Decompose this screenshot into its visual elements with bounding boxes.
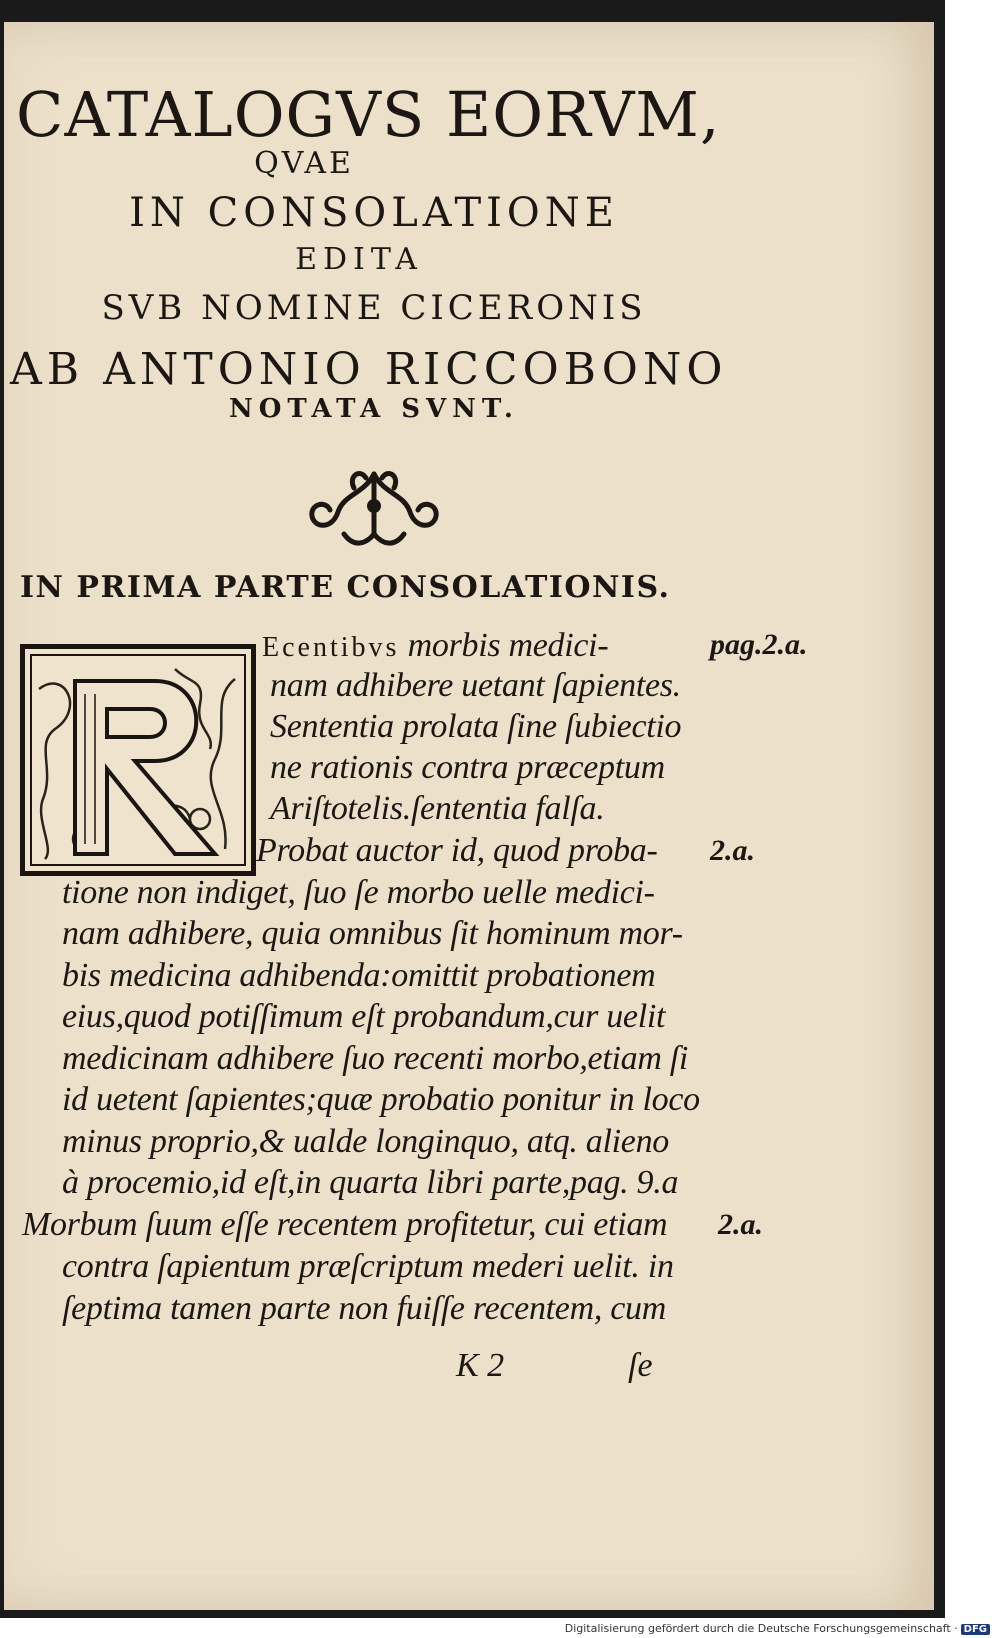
text-line: ſeptima tamen parte non fuiſſe recentem, cum xyxy=(62,1290,666,1327)
text-line: Sententia prolata ſine ſubiectio xyxy=(270,708,682,745)
margin-reference: 2.a. xyxy=(718,1208,763,1241)
title-line-4: EDITA xyxy=(295,242,423,277)
book-page xyxy=(4,22,934,1610)
dfg-logo: DFG xyxy=(961,1624,990,1635)
text-line: Probat auctor id, quod proba- xyxy=(256,832,658,869)
text-line: Ariſtotelis.ſententia falſa. xyxy=(270,790,605,827)
credit-text: Digitalisierung gefördert durch die Deutsche Forschungsgemeinschaft · xyxy=(564,1622,958,1635)
text-line: Ecentibvs morbis medici- xyxy=(262,627,609,664)
title-line-7: NOTATA SVNT. xyxy=(228,394,519,424)
catchword: ſe xyxy=(628,1347,653,1384)
margin-reference: pag.2.a. xyxy=(710,628,808,661)
title-line-5: SVB NOMINE CICERONIS xyxy=(101,288,647,328)
text-line: id uetent ſapientes;quæ probatio ponitur in loco xyxy=(62,1081,700,1118)
text-line: tione non indiget, ſuo ſe morbo uelle medici- xyxy=(62,874,655,911)
section-heading: IN PRIMA PARTE CONSOLATIONIS. xyxy=(20,570,671,605)
signature-mark: K 2 xyxy=(456,1347,505,1384)
text-line: à procemio,id eſt,in quarta libri parte,pag. 9.a xyxy=(62,1164,679,1201)
text-line: minus proprio,& ualde longinquo, atq. alieno xyxy=(62,1123,669,1160)
fleuron-ornament-icon xyxy=(304,464,444,556)
text-line: Morbum ſuum eſſe recentem profitetur, cui etiam xyxy=(22,1206,668,1243)
text-line: eius,quod potiſſimum eſt probandum,cur uelit xyxy=(62,998,666,1035)
drop-cap-r-icon xyxy=(25,649,251,871)
decorated-initial xyxy=(20,644,256,876)
title-line-3: IN CONSOLATIONE xyxy=(129,190,619,236)
text-line: contra ſapientum præſcriptum mederi uelit. in xyxy=(62,1248,674,1285)
title-line-2: QVAE xyxy=(254,146,354,181)
text-line: medicinam adhibere ſuo recenti morbo,etiam ſi xyxy=(62,1040,689,1077)
title-line-1: CATALOGVS EORVM, xyxy=(16,78,721,151)
text-line: bis medicina adhibenda:omittit probationem xyxy=(62,957,656,994)
text-line: nam adhibere, quia omnibus ſit hominum mor- xyxy=(62,915,683,952)
text-line: nam adhibere uetant ſapientes. xyxy=(270,667,681,704)
margin-reference: 2.a. xyxy=(710,834,755,867)
digitization-credit xyxy=(565,1622,990,1635)
text-line: ne rationis contra præceptum xyxy=(270,749,665,786)
title-line-6: AB ANTONIO RICCOBONO xyxy=(10,344,728,395)
